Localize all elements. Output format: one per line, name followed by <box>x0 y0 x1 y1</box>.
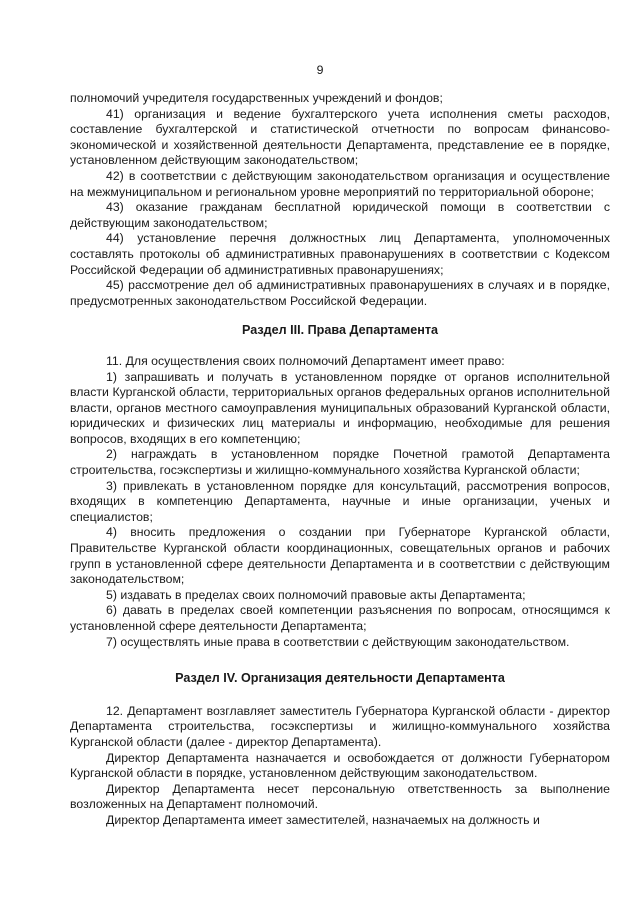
paragraph-11: 11. Для осуществления своих полномочий Департамент имеет право: <box>106 353 505 368</box>
rights-item-2: 2) награждать в установленном порядке Почетной грамотой Департамента строительства, госэкспертизы и жилищно-коммунального хозяйства Курганской области; <box>70 447 610 478</box>
rights-item-1: 1) запрашивать и получать в установленном порядке от органов исполнительной власти Курганской области, территориальных органов федеральных органов исполнительной власти, органов местного самоуправления муниципальных образований Курганской области, юридических и физических лиц материалы и информацию, необходимые для решения вопросов, входящих в его компетенцию; <box>70 369 610 446</box>
list-item-44: 44) установление перечня должностных лиц Департамента, уполномоченных составлять протоколы об административных правонарушениях в соответствии с Кодексом Российской Федерации об административных правонарушениях; <box>70 231 610 277</box>
rights-item-7: 7) осуществлять иные права в соответствии с действующим законодательством. <box>106 634 570 649</box>
page-number: 9 <box>316 63 324 77</box>
section-heading-4: Раздел IV. Организация деятельности Департамента <box>175 671 505 686</box>
list-item-41: 41) организация и ведение бухгалтерского учета исполнения сметы расходов, составление бухгалтерской и статистической отчетности по вопросам финансово-экономической и хозяйственной деятельности Департамента, представление ее в порядке, установленном действующим законодательством; <box>70 106 610 168</box>
list-item-42: 42) в соответствии с действующим законодательством организация и осуществление на межмуниципальном и региональном уровне мероприятий по территориальной обороне; <box>70 168 610 199</box>
director-appointment-paragraph: Директор Департамента назначается и освобождается от должности Губернатором Курганской области в порядке, установленном действующим законодательством. <box>70 750 610 781</box>
list-item-43: 43) оказание гражданам бесплатной юридической помощи в соответствии с действующим законодательством; <box>70 200 610 230</box>
rights-item-4: 4) вносить предложения о создании при Губернаторе Курганской области, Правительстве Курганской области координационных, совещательных органов и рабочих групп в установленной сфере деятельности Департамента и в соответствии с действующим законодательством; <box>70 525 610 587</box>
director-deputies-paragraph: Директор Департамента имеет заместителей, назначаемых на должность и <box>106 812 540 827</box>
paragraph-12: 12. Департамент возглавляет заместитель Губернатора Курганской области - директор Департамента строительства, госэкспертизы и жилищно-коммунального хозяйства Курганской области (далее - директор Департамента). <box>70 703 610 749</box>
page-content <box>70 91 610 829</box>
paragraph-continuation: полномочий учредителя государственных учреждений и фондов; <box>70 91 443 105</box>
rights-item-5: 5) издавать в пределах своих полномочий правовые акты Департамента; <box>106 587 526 602</box>
rights-item-6: 6) давать в пределах своей компетенции разъяснения по вопросам, относящимся к установленной сфере деятельности Департамента; <box>70 603 610 633</box>
section-heading-3: Раздел III. Права Департамента <box>241 323 438 338</box>
list-item-45: 45) рассмотрение дел об административных правонарушениях в случаях и в порядке, предусмотренных законодательством Российской Федерации. <box>70 278 610 308</box>
rights-item-3: 3) привлекать в установленном порядке для консультаций, рассмотрения вопросов, входящих в компетенцию Департамента, научные и иные организации, ученых и специалистов; <box>70 478 610 524</box>
director-responsibility-paragraph: Директор Департамента несет персональную ответственность за выполнение возложенных на Департамент полномочий. <box>70 781 610 812</box>
